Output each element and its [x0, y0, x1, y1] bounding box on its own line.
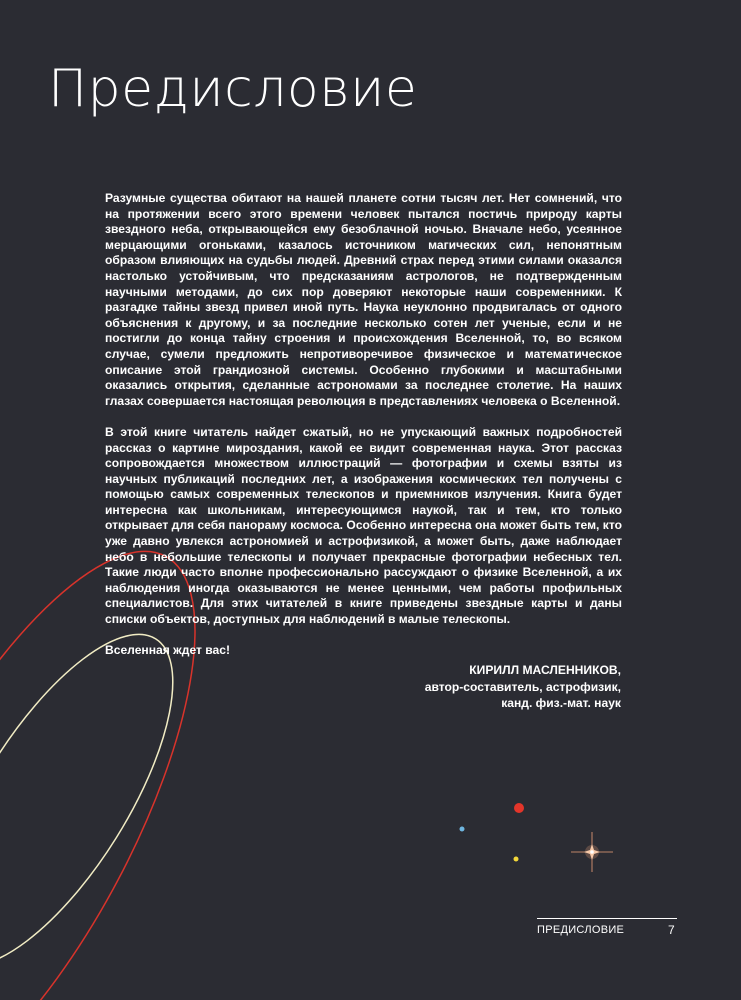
page-number: 7 — [668, 923, 675, 937]
page-title: Предисловие — [48, 59, 418, 119]
author-name: КИРИЛЛ МАСЛЕННИКОВ, — [469, 663, 621, 677]
author-role: автор-составитель, астрофизик, — [424, 679, 621, 694]
blue-planet — [460, 827, 465, 832]
paragraph-3: Вселенная ждет вас! — [105, 643, 231, 658]
star-icon — [571, 832, 613, 872]
footer-section-title: ПРЕДИСЛОВИЕ — [537, 924, 625, 936]
yellow-planet — [514, 857, 519, 862]
paragraph-2: В этой книге читатель найдет сжатый, но не упускающий важных подробностей рассказ о картине мироздания, какой ее видит современная наука. Этот рассказ сопровождается множеством иллюстраций — фотографии и схемы взяты из научных публикаций последних лет, а изображения космических тел получены с помощью самых современных телескопов и приемников излучения. Книга будет интересна как школьникам, интересующимся наукой, так и тем, кто только открывает для себя панораму космоса. Особенно интересна она может быть тем, кто уже давно увлекся астрономией и астрофизикой, а может быть, даже наблюдает небо в небольшие телескопы и получает прекрасные фотографии небесных тел. Такие люди часто вполне профессионально рассуждают о физике Вселенной, а их наблюдения иногда оказываются не менее ценными, чем работы профильных специалистов. Для этих читателей в книге приведены звездные карты и даны списки объектов, доступных для наблюдений в малые телескопы. — [105, 424, 622, 627]
footer-divider — [537, 918, 677, 919]
signature-block — [425, 662, 621, 712]
preface-body — [105, 191, 622, 674]
paragraph-1: Разумные существа обитают на нашей планете сотни тысяч лет. Нет сомнений, что на протяжении всего этого времени человек пытался постичь природу карты звездного неба, открывающейся ему безоблачной ночью. Вначале небо, усеянное мерцающими огоньками, казалось источником магических сил, непонятным образом влияющих на судьбы людей. Древний страх перед этими силами оказался настолько устойчивым, что предсказаниям астрологов, не подтвержденным научными методами, до сих пор доверяют некоторые наши современники. К разгадке тайны звезд привел иной путь. Наука неуклонно продвигалась от одного объяснения к другому, и за последние несколько сотен лет ученые, если и не постигли до конца тайну строения и происхождения Вселенной, то, во всяком случае, сумели предложить непротиворечивое физическое и математическое описание этой грандиозной системы. Особенно глубокими и масштабными оказались открытия, сделанные астрономами за последнее столетие. На наших глазах совершается настоящая революция в представлениях человека о Вселенной. — [105, 191, 622, 408]
author-degree: канд. физ.-мат. наук — [501, 696, 621, 710]
red-planet — [514, 803, 524, 813]
